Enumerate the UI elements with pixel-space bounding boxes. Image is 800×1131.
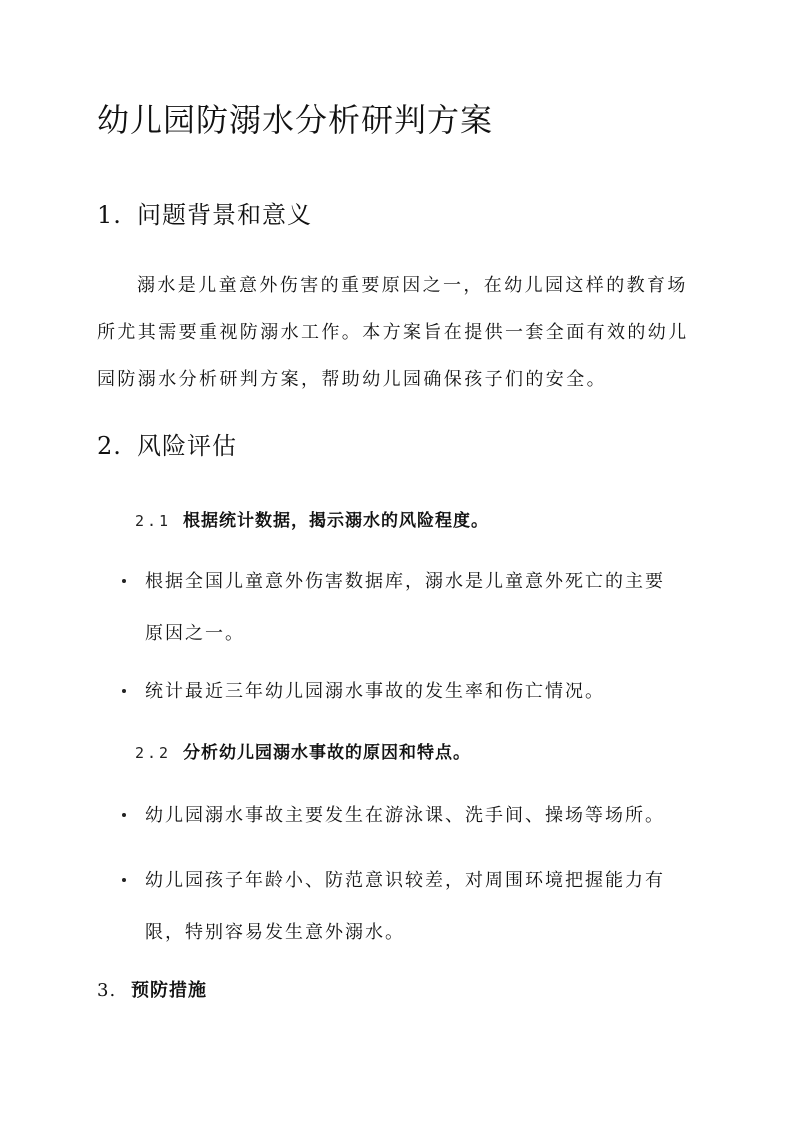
subsection-number: 2.2 (135, 744, 172, 762)
section-title: 风险评估 (137, 432, 237, 460)
section-title: 问题背景和意义 (137, 201, 312, 229)
section-2-heading (97, 429, 237, 463)
subsection-2-2-heading (135, 739, 471, 767)
subsection-title: 分析幼儿园溺水事故的原因和特点。 (183, 743, 471, 763)
section-number: 3. (97, 980, 117, 1001)
section-title: 预防措施 (131, 980, 207, 1001)
section-number: 1. (97, 201, 122, 229)
paragraph-line: 园防溺水分析研判方案，帮助幼儿园确保孩子们的安全。 (97, 369, 607, 390)
subsection-2-1-heading (135, 507, 489, 535)
list-item: 幼儿园溺水事故主要发生在游泳课、洗手间、操场等场所。 (145, 790, 705, 842)
bullet-icon (122, 579, 126, 583)
bullet-icon (122, 813, 126, 817)
subsection-title: 根据统计数据，揭示溺水的风险程度。 (183, 511, 489, 531)
section-3-heading (97, 976, 207, 1006)
bullet-icon (122, 878, 126, 882)
section-1-heading (97, 198, 312, 232)
document-title: 幼儿园防溺水分析研判方案 (97, 101, 494, 139)
list-item: 统计最近三年幼儿园溺水事故的发生率和伤亡情况。 (145, 666, 705, 718)
paragraph-line: 溺水是儿童意外伤害的重要原因之一，在幼儿园这样的教育场 (137, 275, 688, 296)
section-1-paragraph (97, 262, 717, 403)
list-item: 根据全国儿童意外伤害数据库，溺水是儿童意外死亡的主要 原因之一。 (145, 556, 705, 660)
bullet-icon (122, 689, 126, 693)
section-number: 2. (97, 432, 122, 460)
subsection-number: 2.1 (135, 512, 172, 530)
paragraph-line: 所尤其需要重视防溺水工作。本方案旨在提供一套全面有效的幼儿 (97, 322, 689, 343)
list-item: 幼儿园孩子年龄小、防范意识较差，对周围环境把握能力有 限，特别容易发生意外溺水。 (145, 855, 705, 959)
